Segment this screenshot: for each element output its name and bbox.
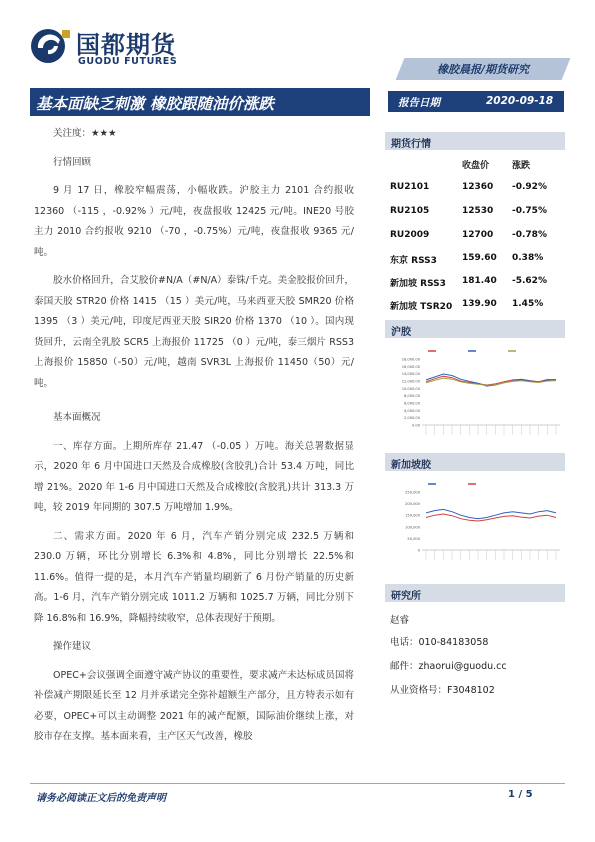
report-body	[34, 124, 354, 748]
y-tick-label: 4,000.00	[403, 408, 420, 413]
y-tick-label: 0.00	[411, 423, 420, 428]
market-section-title: 期货行情	[391, 139, 431, 150]
y-tick-label: 0	[417, 548, 420, 553]
contract-name: 新加坡 RSS3	[390, 279, 446, 289]
market-row	[390, 299, 562, 321]
y-tick-label: 12,000.00	[401, 379, 420, 384]
fundamentals-paragraph-1: 一、库存方面。上期所库存 21.47 （-0.05 ）万吨。海关总署数据显示，2020 年 6 月中国进口天然及合成橡胶(含胶乳)合计 53.4 万吨，同比增 21%。2020 年 1-6 月中国进口天然及合成橡胶(含胶乳)共计 313.3 万吨，较 2019 年同期的 307.5 万吨增加 1.9%。	[34, 440, 354, 513]
price-change: -0.92%	[512, 182, 547, 192]
market-row	[390, 253, 562, 275]
close-price: 12700	[462, 230, 494, 240]
company-logo	[28, 22, 178, 74]
contract-name: RU2101	[390, 182, 430, 192]
price-change: 0.38%	[512, 253, 544, 263]
y-tick-label: 100,000	[405, 525, 420, 530]
advice-paragraph-1: OPEC+会议强调全面遵守减产协议的重要性，要求减产未达标成员国将补偿减产期限延长至 12 月并承诺完全弥补超额生产部分，且方特表示如有必要，OPEC+可以主动调整 2021 年的减产配额，国际油价继续上涨，对胶市存在支撑。基本面来看，主产区天气改善，橡胶	[34, 669, 354, 742]
sgx-chart-title: 新加坡胶	[391, 460, 431, 471]
analyst-email[interactable]: 邮件：zhaorui@guodu.cc	[390, 661, 507, 672]
review-paragraph-1: 9 月 17 日，橡胶窄幅震荡，小幅收跌。沪胶主力 2101 合约报收 12360 （-115 ，-0.92% ）元/吨，夜盘报收 12425 元/吨。INE20 号胶主力 2010 合约报收 9210 （-70 ，-0.75%）元/吨，夜盘报收 9365 元/吨。	[34, 185, 354, 258]
logo-english-name: GUODU FUTURES	[78, 56, 178, 67]
y-tick-label: 200,000	[405, 502, 420, 507]
close-price: 159.60	[462, 253, 497, 263]
y-tick-label: 50,000	[407, 536, 420, 541]
close-price: 12360	[462, 182, 494, 192]
shfe-chart-title: 沪胶	[391, 327, 411, 338]
close-price: 12530	[462, 206, 494, 216]
y-tick-label: 250,000	[405, 490, 420, 495]
y-tick-label: 6,000.00	[403, 401, 420, 406]
analyst-name: 赵睿	[390, 615, 410, 626]
col-close-header: 收盘价	[462, 161, 490, 171]
contract-name: RU2009	[390, 230, 430, 240]
price-change: -0.78%	[512, 230, 547, 240]
series-line-0	[426, 376, 556, 385]
fundamentals-heading: 基本面概况	[53, 412, 101, 423]
y-tick-label: 8,000.00	[403, 394, 420, 399]
report-date-label: 报告日期	[398, 97, 440, 109]
report-date-value: 2020-09-18	[486, 95, 554, 107]
market-row	[390, 276, 562, 298]
y-tick-label: 150,000	[405, 513, 420, 518]
review-paragraph-2: 胶水价格回升，合艾胶价#N/A（#N/A）泰铢/千克。美金胶报价回升，泰国天胶 STR20 价格 1415 （15 ）美元/吨，马来西亚天胶 SMR20 价格 1395 （3 ）美元/吨，印度尼西亚天胶 SIR20 价格 1370 （10 ）。国内现货回升，云南全乳胶 SCR5 上海报价 11725 （0 ）元/吨，泰三烟片 RSS3 上海报价 15850（-50）元/吨，越南 SVR3L 上海报价 11450（50）元/吨。	[34, 275, 354, 389]
disclaimer-note: 请务必阅读正文后的免责声明	[36, 793, 166, 804]
logo-emblem-icon	[28, 24, 72, 68]
research-title: 研究所	[391, 591, 421, 602]
y-tick-label: 16,000.00	[401, 364, 420, 369]
logo-chinese-name: 国都期货	[76, 31, 176, 59]
y-tick-label: 14,000.00	[401, 372, 420, 377]
market-row	[390, 206, 562, 228]
footer-divider	[30, 783, 565, 784]
sgx-price-chart	[388, 478, 564, 570]
y-tick-label: 18,000.00	[401, 357, 420, 362]
report-title: 基本面缺乏刺激 橡胶跟随油价涨跌	[36, 95, 274, 113]
analyst-phone: 电话：010-84183058	[390, 637, 489, 648]
price-change: 1.45%	[512, 299, 544, 309]
fundamentals-paragraph-2: 二、需求方面。2020 年 6 月，汽车产销分别完成 232.5 万辆和 230.0 万辆，环比分别增长 6.3%和 4.8%，同比分别增长 22.5%和 11.6%。值得一提的是，本月汽车产销量均刷新了 6 月份产销量的历史新高。1-6 月，汽车产销分别完成 1011.2 万辆和 1025.7 万辆，同比分别下降 16.8%和 16.9%，降幅持续收窄，总体表现好于预期。	[34, 530, 354, 624]
y-tick-label: 10,000.00	[401, 386, 420, 391]
attention-rating: 关注度：★★★	[53, 128, 117, 139]
shfe-chart-header	[385, 320, 565, 338]
report-category: 橡胶晨报/期货研究	[436, 63, 530, 76]
analyst-license: 从业资格号：F3048102	[390, 685, 495, 696]
market-row	[390, 230, 562, 252]
close-price: 139.90	[462, 299, 497, 309]
contract-name: RU2105	[390, 206, 430, 216]
shfe-price-chart	[388, 345, 564, 445]
page-number: 1 / 5	[508, 789, 533, 800]
review-heading: 行情回顾	[53, 156, 92, 168]
col-change-header: 涨跌	[512, 161, 531, 171]
contract-name: 新加坡 TSR20	[390, 302, 453, 312]
contract-name: 东京 RSS3	[390, 256, 437, 266]
advice-heading: 操作建议	[53, 641, 92, 652]
series-line-1	[426, 514, 556, 521]
market-row	[390, 182, 562, 204]
price-change: -5.62%	[512, 276, 547, 286]
close-price: 181.40	[462, 276, 497, 286]
price-change: -0.75%	[512, 206, 547, 216]
y-tick-label: 2,000.00	[403, 416, 420, 421]
